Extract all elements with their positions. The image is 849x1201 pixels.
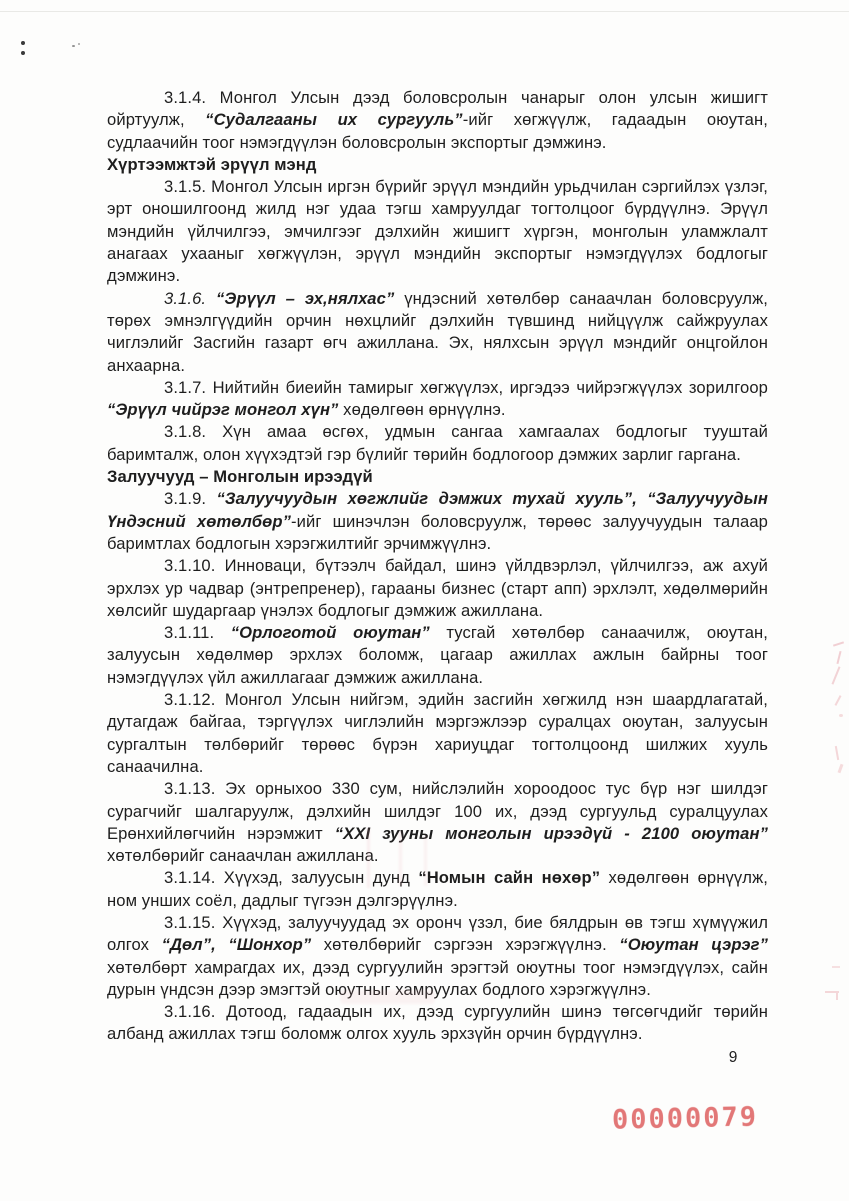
text-segment: 3.1.8. Хүн амаа өсгөх, удмын сангаа хамгаалах бодлогыг тууштай баримталж, олон хүүхэдтэй гэр бүлийг төрийн бодлогоор дэмжих зарлиг гаргана. (107, 422, 768, 464)
text-segment: -ийг хөгжүүлж, гадаадын оюутан, судлаачийн тоог нэмэгдүүлэн боловсролын экспортыг дэмжинэ. (107, 110, 768, 152)
paragraph (107, 421, 768, 466)
text-segment: “XXI зууны монголын ирээдүй - 2100 оюутан” (334, 823, 768, 843)
margin-mark (833, 641, 844, 646)
scan-speck (21, 51, 25, 55)
scan-speck (72, 45, 75, 47)
bleed-through-mark (424, 836, 427, 886)
scan-artifact-line (0, 11, 849, 12)
text-segment: хөтөлбөрийг сэргээн хэрэгжүүлнэ. (311, 935, 620, 955)
text-segment: “Судалгааны их сургууль” (205, 110, 463, 130)
paragraph (107, 288, 768, 377)
text-segment: тусгай хөтөлбөр санаачилж, оюутан, залуусын хөдөлмөр эрхлэх боломж, цагаар ажиллах ажлын байрны тоог нэмэгдүүлэх үйл ажиллагааг дэмжиж ажиллана. (107, 623, 768, 687)
section-heading (107, 154, 768, 176)
paragraph (107, 555, 768, 622)
margin-mark (835, 695, 842, 706)
text-segment: “Оюутан цэрэг” (619, 935, 768, 955)
text-segment: 3.1.5. Монгол Улсын иргэн бүрийг эрүүл мэндийн урьдчилан сэргийлэх үзлэг, эрт оношилгоонд жилд нэг удаа тэгш хамруулдаг тогтолцоог бүрдүүлнэ. Эрүүл мэндийн үйлчилгээ, эмчилгээг дэлхийн жишигт хүргэн, монголын уламжлалт анагаах ухааныг хөгжүүлэн, эрүүл мэндийн экспортыг нэмэгдүүлэх бодлогыг дэмжинэ. (107, 177, 768, 286)
text-segment: 3.1.13. Эх орныхоо 330 сум, нийслэлийн хороодоос тус бүр нэг шилдэг сурагчийг шалгаруулж, дэлхийн шилдэг 100 их, дээд сургуульд суралцуулах Ерөнхийлөгчийн нэрэмжит (107, 779, 768, 843)
stamp-number: 00000079 (611, 1101, 759, 1136)
paragraph (107, 377, 768, 422)
margin-mark (836, 993, 838, 1000)
text-segment: 3.1.9. (164, 489, 217, 509)
text-segment: хөтөлбөрт хамрагдах их, дээд сургуулийн эрэгтэй оюутны тоог нэмэгдүүлэх, сайн дурын үндсэн дээр эмэгтэй оюутныг хамруулах бодлого хэрэгжүүлнэ. (107, 957, 768, 999)
text-segment: 3.1.12. Монгол Улсын нийгэм, эдийн засгийн хөгжилд нэн шаардлагатай, дутагдаж байгаа, тэргүүлэх чиглэлийн мэргэжлээр суралцах оюутан, залуусын сургалтын төлбөрийг төрөөс бүрэн хариуцдаг тогтолцоонд шилжих хууль санаачилна. (107, 690, 768, 776)
bleed-through-mark (367, 828, 370, 888)
text-segment: 3.1.15. Хүүхэд, залуучуудад эх оронч үзэл, бие бялдрын өв тэгш хүмүүжил олгох (107, 912, 768, 955)
section-heading (107, 466, 768, 488)
margin-mark (832, 966, 840, 968)
text-segment: 3.1.16. Дотоод, гадаадын их, дээд сургуулийн шинэ төгсөгчдийг төрийн албанд ажиллах тэгш боломж олгох хууль эрхзүйн орчин бүрдүүлнэ. (107, 1002, 768, 1044)
text-segment: 3.1.14. Хүүхэд, залуусын дунд (164, 868, 419, 888)
paragraph (107, 867, 768, 912)
margin-mark (839, 714, 843, 717)
margin-mark (836, 651, 841, 664)
text-segment: 3.1.4. Монгол Улсын дээд боловсролын чанарыг олон улсын жишигт ойртуулж, (107, 88, 768, 130)
margin-mark (838, 764, 844, 773)
paragraph (107, 488, 768, 555)
text-segment: “Дөл”, “Шонхор” (161, 935, 312, 955)
scan-speck (78, 43, 80, 45)
text-segment: хөтөлбөрийг санаачлан ажиллана. (107, 846, 379, 866)
bleed-through-mark (399, 831, 402, 886)
margin-mark (835, 746, 839, 760)
paragraph (107, 1001, 768, 1046)
text-segment: хөдөлгөөн өрнүүлж, ном унших соёл, дадлыг түгээн дэлгэрүүлнэ. (107, 868, 768, 910)
text-segment: “Орлоготой оюутан” (230, 623, 430, 643)
page-number: 9 (728, 1049, 738, 1066)
paragraph (107, 778, 768, 867)
scan-speck (21, 41, 25, 45)
text-segment: “Эрүүл – эх,нялхас” (216, 288, 395, 308)
paragraph (107, 87, 768, 154)
text-segment: 3.1.11. (164, 623, 231, 643)
text-segment: Залуучууд – Монголын ирээдүй (107, 467, 373, 487)
bleed-through-mark (340, 990, 435, 1004)
text-segment: 3.1.6. (164, 288, 217, 308)
text-segment: “Эрүүл чийрэг монгол хүн” (107, 400, 339, 420)
text-segment: хөдөлгөөн өрнүүлнэ. (338, 400, 506, 420)
document-content (107, 87, 768, 1046)
paragraph (107, 912, 768, 1001)
text-segment: үндэсний хөтөлбөр санаачлан боловсруулж, төрөх эмнэлгүүдийн орчин нөхцлийг дэлхийн түвшинд нийцүүлж сайжруулах чиглэлийг Засгийн газарт өгч ажиллана. Эх, нялхсын эрүүл мэндийг онцгойлон анхаарна. (107, 288, 768, 375)
text-segment: -ийг шинэчлэн боловсруулж, төрөөс залуучуудын талаар баримтлах бодлогын хэрэгжилтийг эрчимжүүлнэ. (107, 511, 768, 553)
margin-mark (832, 666, 841, 684)
paragraph (107, 689, 768, 778)
text-segment: “Залуучуудын хөгжлийг дэмжих тухай хууль”, “Залуучуудын Үндэсний хөтөлбөр” (107, 489, 768, 531)
text-segment: “Номын сайн нөхөр” (418, 868, 601, 888)
text-segment: 3.1.7. Нийтийн биеийн тамирыг хөгжүүлэх, иргэдээ чийрэгжүүлэх зорилгоор (164, 377, 768, 397)
text-segment: Хүртээмжтэй эрүүл мэнд (107, 154, 317, 174)
text-segment: 3.1.10. Инноваци, бүтээлч байдал, шинэ үйлдвэрлэл, үйлчилгээ, аж ахуй эрхлэх ур чадвар (энтрепренер), гарааны бизнес (старт апп) эрхлэлт, хөдөлмөрийн хөлсийг шударгаар үнэлэх бодлогыг дэмжиж ажиллана. (107, 556, 768, 620)
paragraph (107, 176, 768, 287)
paragraph (107, 622, 768, 689)
